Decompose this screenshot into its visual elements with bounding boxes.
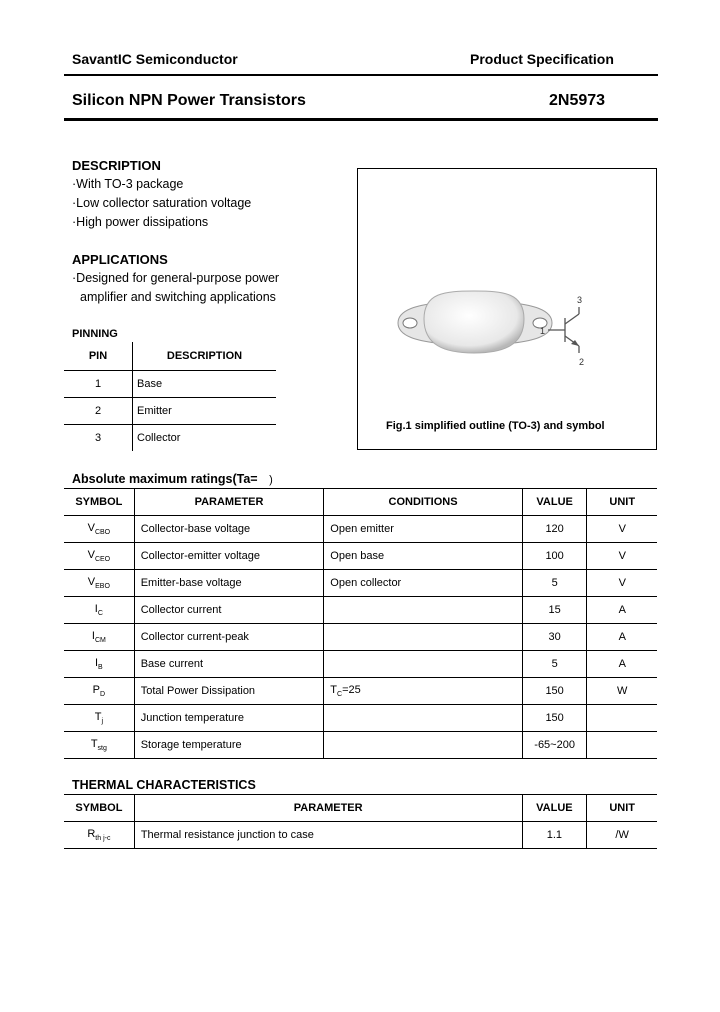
pin-number: 1 bbox=[64, 371, 133, 398]
symbol-cell: $V_{EBO}$ bbox=[64, 570, 134, 597]
symbol-cell: $T_{stg}$ bbox=[64, 732, 134, 759]
conditions-header: CONDITIONS bbox=[324, 489, 522, 516]
value-header: VALUE bbox=[522, 489, 587, 516]
symbol-cell: $P_D$ bbox=[64, 678, 134, 705]
value-cell: 150 bbox=[522, 678, 587, 705]
unit-cell: /W bbox=[615, 829, 629, 841]
figure-caption: Fig.1 simplified outline (TO-3) and symbol bbox=[386, 420, 605, 432]
symbol-pin-3-label: 3 bbox=[577, 295, 583, 305]
unit-cell: V bbox=[587, 543, 657, 570]
thermal-table bbox=[64, 794, 657, 849]
pin-description: Emitter bbox=[133, 398, 277, 425]
conditions-cell bbox=[324, 597, 522, 624]
company-name: SavantIC Semiconductor bbox=[72, 51, 238, 67]
pin-description: Base bbox=[133, 371, 277, 398]
value-cell: 150 bbox=[522, 705, 587, 732]
parameter-cell: Collector current-peak bbox=[134, 624, 324, 651]
parameter-cell: Thermal resistance junction to case bbox=[134, 822, 522, 849]
value-cell: 1.1 bbox=[522, 822, 587, 849]
table-row bbox=[64, 516, 657, 543]
value-cell: 5 bbox=[522, 651, 587, 678]
table-row bbox=[64, 543, 657, 570]
table-row bbox=[64, 705, 657, 732]
abs-max-heading-end: ) bbox=[269, 474, 273, 486]
unit-cell: V bbox=[587, 516, 657, 543]
table-row bbox=[64, 732, 657, 759]
pin-number: 3 bbox=[64, 425, 133, 452]
applications-line: amplifier and switching applications bbox=[80, 290, 276, 304]
unit-cell: A bbox=[587, 624, 657, 651]
symbol-cell: $I_C$ bbox=[64, 597, 134, 624]
parameter-cell: Collector-base voltage bbox=[134, 516, 324, 543]
conditions-cell bbox=[324, 651, 522, 678]
value-header: VALUE bbox=[522, 795, 587, 822]
value-cell: -65~200 bbox=[522, 732, 587, 759]
conditions-cell: $T_C=25$ bbox=[324, 678, 522, 705]
table-row bbox=[64, 678, 657, 705]
parameter-cell: Emitter-base voltage bbox=[134, 570, 324, 597]
pin-column-header: PIN bbox=[64, 342, 133, 371]
parameter-cell: Base current bbox=[134, 651, 324, 678]
parameter-cell: Junction temperature bbox=[134, 705, 324, 732]
spec-label: Product Specification bbox=[470, 51, 614, 67]
conditions-cell bbox=[324, 732, 522, 759]
symbol-cell: $R_{th j-c}$ bbox=[64, 822, 134, 849]
table-row bbox=[64, 425, 276, 452]
symbol-cell: $I_B$ bbox=[64, 651, 134, 678]
abs-max-table bbox=[64, 488, 657, 759]
symbol-pin-2-label: 2 bbox=[579, 357, 585, 367]
to3-cap bbox=[424, 291, 524, 353]
symbol-header: SYMBOL bbox=[64, 795, 134, 822]
part-number: 2N5973 bbox=[549, 92, 606, 109]
value-cell: 15 bbox=[522, 597, 587, 624]
unit-cell bbox=[587, 705, 657, 732]
conditions-cell: Open base bbox=[324, 543, 522, 570]
unit-cell bbox=[587, 732, 657, 759]
table-row bbox=[64, 651, 657, 678]
parameter-header: PARAMETER bbox=[134, 795, 522, 822]
header-rule-top bbox=[64, 74, 658, 76]
unit-cell: A bbox=[587, 597, 657, 624]
conditions-cell: Open collector bbox=[324, 570, 522, 597]
symbol-cell: $I_{CM}$ bbox=[64, 624, 134, 651]
unit-cell: A bbox=[587, 651, 657, 678]
applications-heading: APPLICATIONS bbox=[72, 252, 168, 267]
description-item: ·With TO-3 package bbox=[72, 177, 184, 191]
description-heading: DESCRIPTION bbox=[72, 158, 161, 173]
unit-header: UNIT bbox=[587, 795, 657, 822]
value-cell: 100 bbox=[522, 543, 587, 570]
symbol-cell: $V_{CEO}$ bbox=[64, 543, 134, 570]
description-item: ·Low collector saturation voltage bbox=[72, 196, 252, 210]
conditions-cell bbox=[324, 705, 522, 732]
pin-description: Collector bbox=[137, 432, 181, 444]
pin-description-header: DESCRIPTION bbox=[133, 342, 277, 371]
symbol-pin-1-label: 1 bbox=[540, 326, 546, 336]
symbol-header: SYMBOL bbox=[64, 489, 134, 516]
npn-transistor-symbol-icon bbox=[548, 307, 579, 353]
value-cell: 5 bbox=[522, 570, 587, 597]
mount-hole-left bbox=[403, 318, 417, 328]
table-row bbox=[64, 822, 657, 849]
pinning-table bbox=[64, 342, 276, 451]
symbol-cell: $T_j$ bbox=[64, 705, 134, 732]
table-row bbox=[64, 398, 276, 425]
description-item: ·High power dissipations bbox=[72, 215, 209, 229]
value-cell: 120 bbox=[522, 516, 587, 543]
parameter-cell: Collector current bbox=[134, 597, 324, 624]
thermal-heading: THERMAL CHARACTERISTICS bbox=[72, 778, 256, 792]
parameter-header: PARAMETER bbox=[134, 489, 324, 516]
figure-box bbox=[357, 168, 657, 450]
unit-cell: V bbox=[587, 570, 657, 597]
header-rule-bottom bbox=[64, 118, 658, 121]
pin-number: 2 bbox=[64, 398, 133, 425]
applications-line: ·Designed for general-purpose power bbox=[72, 271, 280, 285]
abs-max-heading bbox=[72, 472, 273, 486]
unit-header: UNIT bbox=[587, 489, 657, 516]
to3-package-and-symbol bbox=[358, 169, 656, 449]
conditions-cell bbox=[324, 624, 522, 651]
symbol-cell: $V_{CBO}$ bbox=[64, 516, 134, 543]
parameter-cell: Total Power Dissipation bbox=[134, 678, 324, 705]
parameter-cell: Storage temperature bbox=[134, 732, 324, 759]
value-cell: 30 bbox=[522, 624, 587, 651]
document-title: Silicon NPN Power Transistors bbox=[72, 92, 306, 109]
table-row bbox=[64, 570, 657, 597]
parameter-cell: Collector-emitter voltage bbox=[134, 543, 324, 570]
table-row bbox=[64, 597, 657, 624]
table-row bbox=[64, 371, 276, 398]
pinning-heading: PINNING bbox=[72, 328, 118, 340]
conditions-cell: Open emitter bbox=[324, 516, 522, 543]
table-row bbox=[64, 624, 657, 651]
unit-cell: W bbox=[587, 678, 657, 705]
abs-max-heading-text: Absolute maximum ratings(Ta= bbox=[72, 472, 258, 486]
